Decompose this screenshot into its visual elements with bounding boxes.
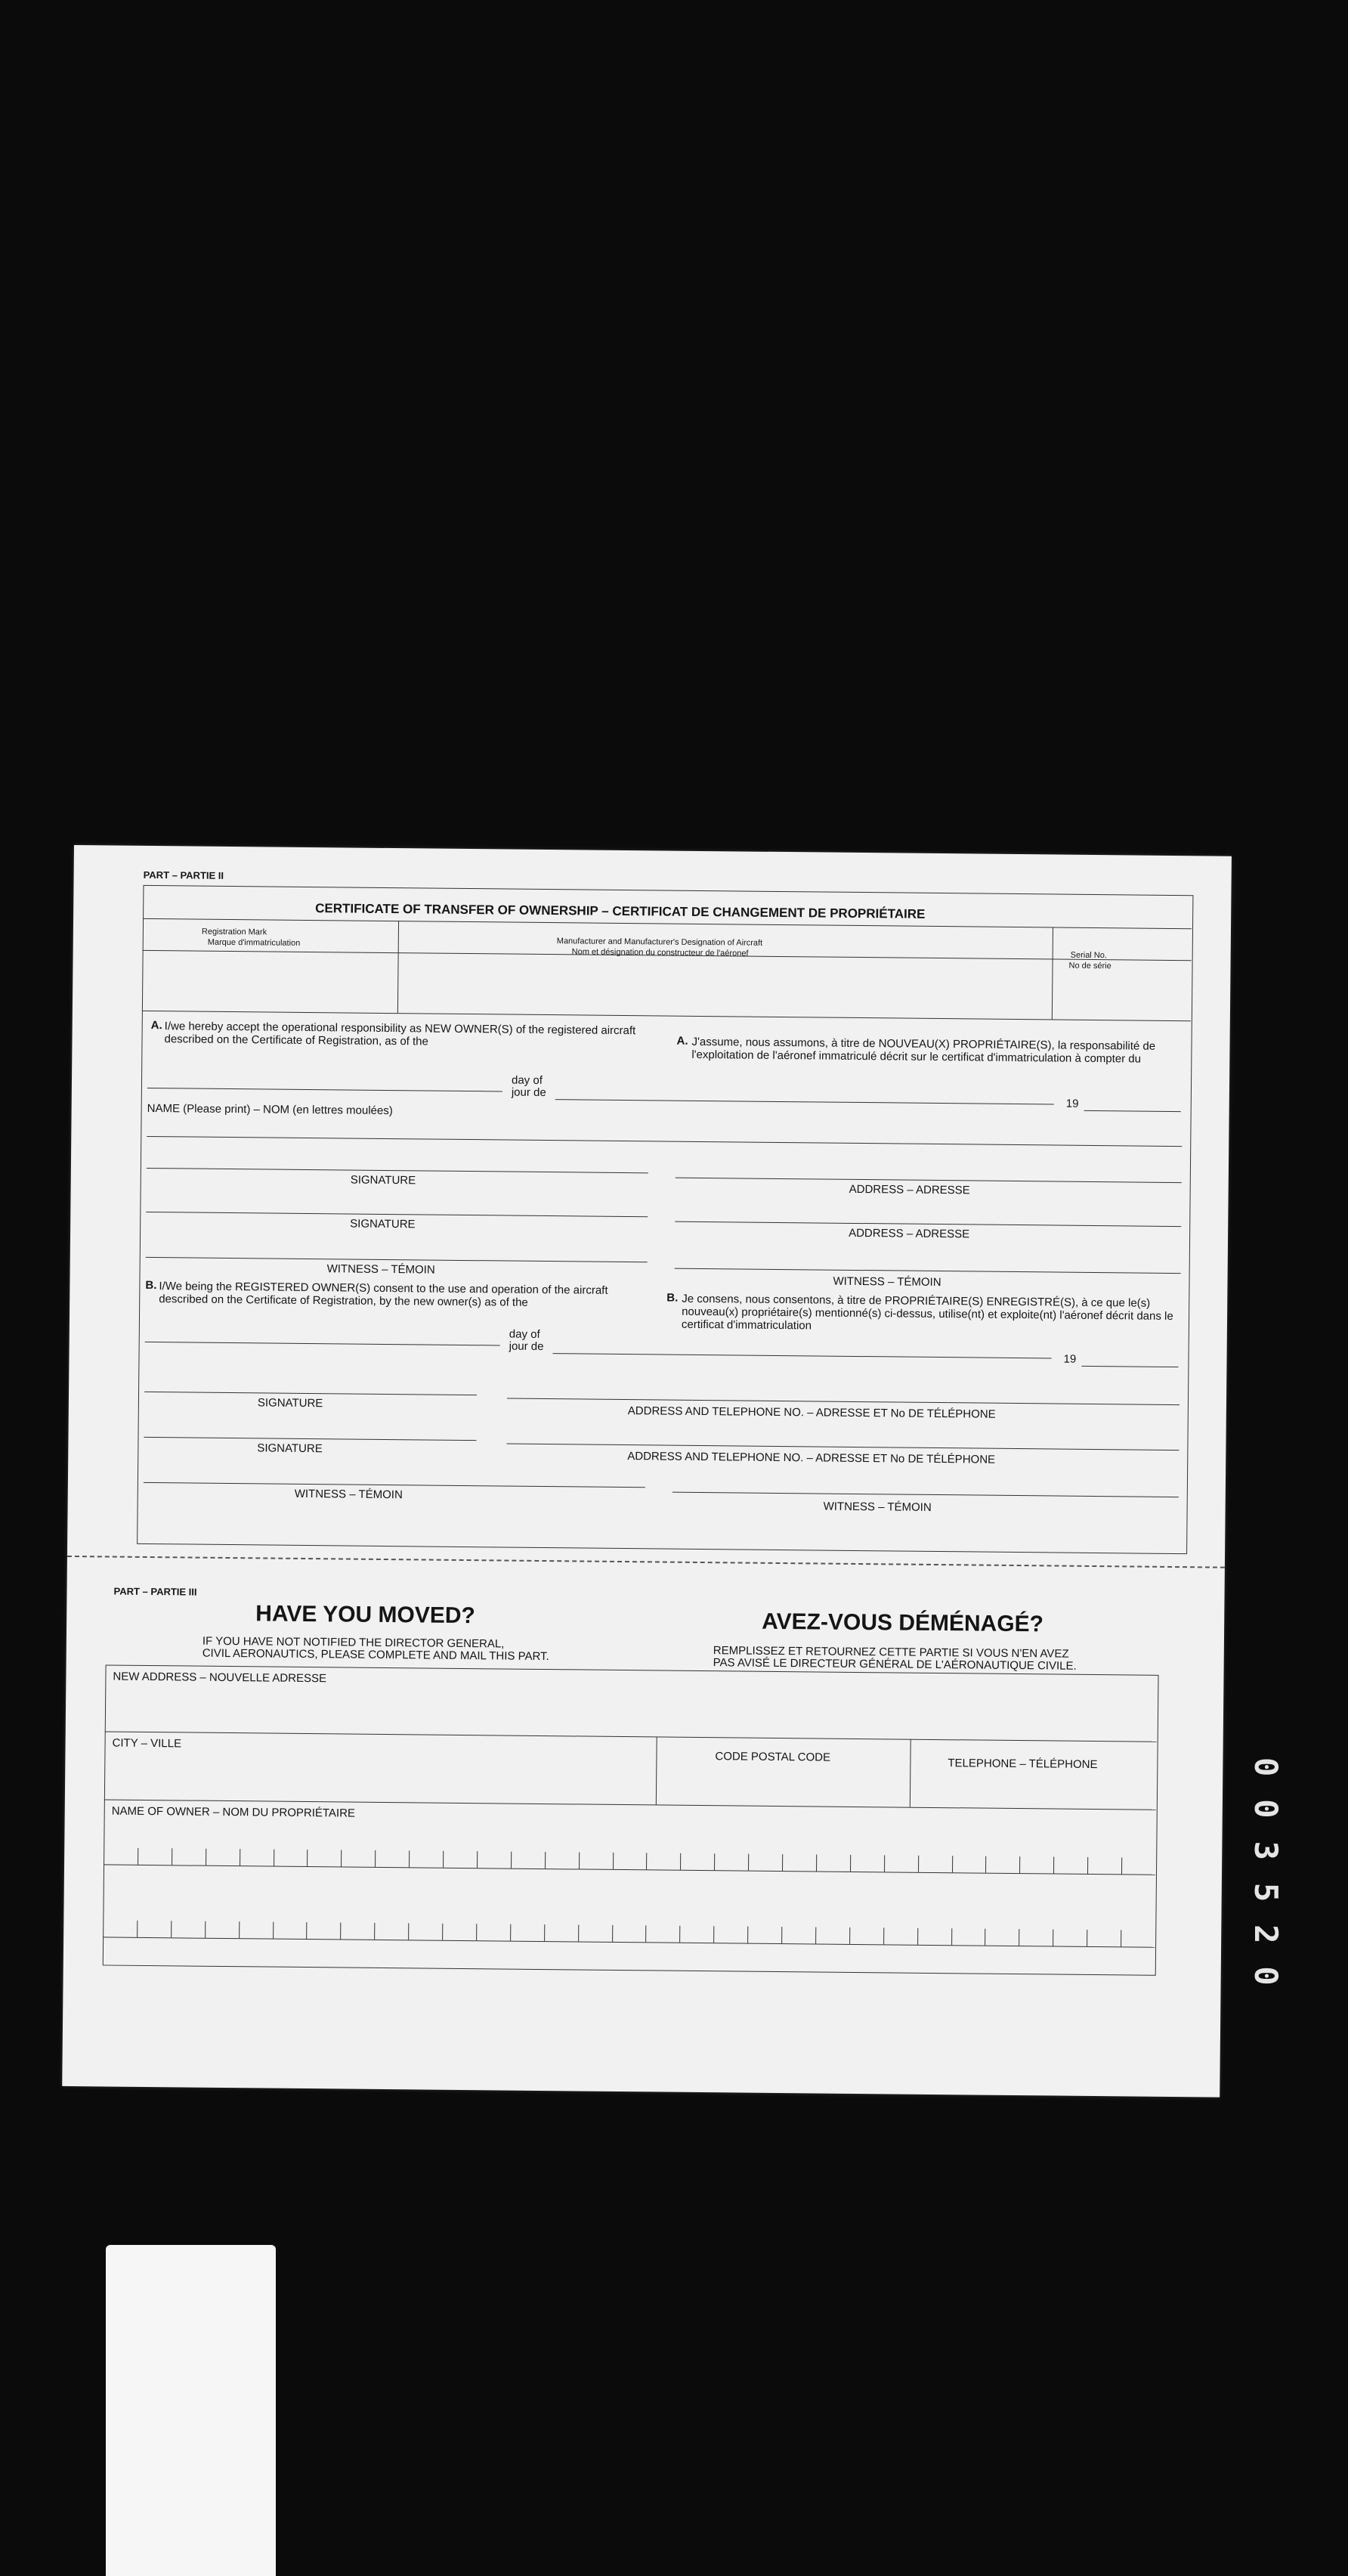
character-box-divider: [849, 1927, 850, 1944]
character-box-divider: [239, 1921, 240, 1938]
character-box-divider: [442, 1924, 443, 1940]
manufacturer-label: Manufacturer and Manufacturer's Designation of Aircraft: [556, 937, 763, 948]
character-box-divider: [544, 1924, 545, 1941]
character-box-divider: [171, 1921, 172, 1937]
character-box-divider: [679, 1926, 680, 1943]
character-box-divider: [205, 1921, 206, 1938]
registration-mark-label-fr: Marque d'immatriculation: [207, 937, 301, 948]
year-prefix: 19: [1065, 1097, 1079, 1110]
jour-de-label: jour de: [511, 1085, 546, 1100]
character-box-divider: [713, 1926, 714, 1943]
film-frame-number: 003520: [1248, 1757, 1285, 2008]
character-box-divider: [613, 1853, 614, 1869]
registration-mark-label: Registration Mark: [201, 927, 267, 937]
character-box-divider: [985, 1929, 986, 1946]
instructions-fr-line2: PAS AVISÉ LE DIRECTEUR GÉNÉRAL DE L'AÉRONAUTIQUE CIVILE.: [713, 1656, 1077, 1673]
section-b-en: I/We being the REGISTERED OWNER(S) consent to the use and operation of the aircraft described on the Certificate of Registration, by the new owner(s) as of the: [159, 1280, 608, 1309]
character-box-divider: [408, 1923, 409, 1940]
transfer-form-page: [62, 845, 1232, 2098]
character-box-divider: [510, 1924, 511, 1941]
certificate-title: CERTIFICATE OF TRANSFER OF OWNERSHIP – CERTIFICAT DE CHANGEMENT DE PROPRIÉTAIRE: [315, 901, 926, 921]
section-b-fr: Je consens, nous consentons, à titre de PROPRIÉTAIRE(S) ENREGISTRÉ(S), à ce que le(s) nouveau(x) propriétaire(s) mentionné(s) ci-dessus, utilise(nt) et exploite(nt) l'aéronef décrit dans le certificat d'immatriculation: [681, 1292, 1173, 1333]
section-b-letter: B.: [145, 1278, 157, 1293]
character-box-divider: [782, 1854, 783, 1871]
character-box-divider: [918, 1856, 919, 1872]
b-address-tel-2-label: ADDRESS AND TELEPHONE NO. – ADRESSE ET No DE TÉLÉPHONE: [627, 1450, 996, 1466]
character-box-divider: [646, 1853, 647, 1869]
character-box-divider: [815, 1927, 816, 1943]
film-leader-blank: [106, 2245, 276, 2576]
character-box-divider: [917, 1928, 918, 1945]
character-box-divider: [137, 1921, 138, 1937]
character-box-divider: [578, 1924, 579, 1941]
section-b-letter-fr: B.: [666, 1291, 679, 1305]
a-witness-1-label: WITNESS – TÉMOIN: [326, 1262, 435, 1277]
character-box-divider: [307, 1850, 308, 1866]
telephone-label: TELEPHONE – TÉLÉPHONE: [948, 1757, 1098, 1772]
city-label: CITY – VILLE: [112, 1736, 182, 1751]
character-box-divider: [952, 1856, 953, 1872]
character-box-divider: [375, 1850, 376, 1867]
character-box-divider: [850, 1855, 851, 1872]
name-print-label: NAME (Please print) – NOM (en lettres moulées): [147, 1101, 393, 1118]
character-box-divider: [883, 1927, 884, 1944]
have-you-moved-heading: HAVE YOU MOVED?: [255, 1601, 476, 1629]
section-a-letter: A.: [150, 1018, 162, 1033]
manufacturer-label-fr: Nom et désignation du constructeur de l'aéronef: [571, 947, 749, 958]
instructions-en-line1: IF YOU HAVE NOT NOTIFIED THE DIRECTOR GENERAL,: [202, 1634, 505, 1651]
character-box-divider: [985, 1856, 986, 1873]
character-box-divider: [477, 1851, 478, 1868]
character-box-divider: [340, 1922, 341, 1939]
serial-number-label: Serial No.: [1070, 950, 1108, 961]
character-box-divider: [714, 1853, 715, 1870]
character-box-divider: [1019, 1856, 1020, 1873]
character-box-divider: [579, 1852, 580, 1869]
section-a-letter-fr: A.: [676, 1034, 688, 1048]
b-signature-2-label: SIGNATURE: [257, 1441, 323, 1456]
character-box-divider: [273, 1922, 274, 1939]
b-address-tel-1-label: ADDRESS AND TELEPHONE NO. – ADRESSE ET No DE TÉLÉPHONE: [627, 1404, 996, 1421]
serial-number-label-fr: No de série: [1068, 961, 1111, 971]
character-box-divider: [511, 1852, 512, 1869]
character-box-divider: [1053, 1857, 1054, 1874]
section-a-fr: J'assume, nous assumons, à titre de NOUVEAU(X) PROPRIÉTAIRE(S), la responsabilité de l'exploitation de l'aéronef immatriculé décrit sur le certificat d'immatriculation à compter du: [691, 1035, 1156, 1066]
part2-label: PART – PARTIE II: [143, 868, 224, 881]
a-address-1-label: ADDRESS – ADRESSE: [849, 1182, 970, 1197]
b-year-prefix: 19: [1063, 1352, 1077, 1366]
character-box-divider: [476, 1924, 477, 1940]
character-box-divider: [409, 1850, 410, 1867]
character-box-divider: [1121, 1857, 1122, 1874]
instructions-en-line2: CIVIL AERONAUTICS, PLEASE COMPLETE AND MAIL THIS PART.: [202, 1646, 549, 1664]
b-witness-2-label: WITNESS – TÉMOIN: [823, 1500, 932, 1514]
b-day-of-label: day of: [509, 1327, 540, 1341]
instructions-fr-line1: REMPLISSEZ ET RETOURNEZ CETTE PARTIE SI VOUS N'EN AVEZ: [713, 1644, 1069, 1661]
a-signature-2-label: SIGNATURE: [350, 1217, 416, 1231]
avez-vous-demenage-heading: AVEZ-VOUS DÉMÉNAGÉ?: [762, 1608, 1044, 1637]
perforation-line: [67, 1556, 1225, 1568]
character-box-divider: [545, 1852, 546, 1869]
character-box-divider: [781, 1927, 782, 1943]
part3-label: PART – PARTIE III: [113, 1585, 197, 1598]
character-box-divider: [816, 1854, 817, 1871]
character-box-divider: [680, 1853, 681, 1870]
a-signature-1-label: SIGNATURE: [350, 1173, 416, 1187]
owner-name-label: NAME OF OWNER – NOM DU PROPRIÉTAIRE: [111, 1804, 356, 1820]
b-witness-1-label: WITNESS – TÉMOIN: [294, 1487, 403, 1502]
character-box-divider: [951, 1928, 952, 1945]
day-of-label: day of: [511, 1073, 543, 1087]
character-box-divider: [884, 1855, 885, 1872]
section-a-en: I/we hereby accept the operational responsibility as NEW OWNER(S) of the registered aircraft described on the Certificate of Registration, as of the: [164, 1020, 636, 1048]
character-box-divider: [374, 1923, 375, 1940]
character-box-divider: [307, 1922, 308, 1939]
character-box-divider: [341, 1850, 342, 1866]
b-jour-de-label: jour de: [509, 1339, 544, 1353]
character-box-divider: [646, 1925, 647, 1942]
b-signature-1-label: SIGNATURE: [257, 1396, 323, 1410]
a-witness-2-label: WITNESS – TÉMOIN: [833, 1274, 941, 1290]
character-box-divider: [443, 1851, 444, 1868]
character-box-divider: [747, 1927, 748, 1943]
character-box-divider: [1087, 1857, 1088, 1874]
character-box-divider: [612, 1925, 613, 1942]
new-address-label: NEW ADDRESS – NOUVELLE ADRESSE: [113, 1670, 327, 1686]
postal-code-label: CODE POSTAL CODE: [715, 1750, 831, 1764]
character-box-divider: [748, 1854, 749, 1871]
a-address-2-label: ADDRESS – ADRESSE: [849, 1226, 970, 1241]
